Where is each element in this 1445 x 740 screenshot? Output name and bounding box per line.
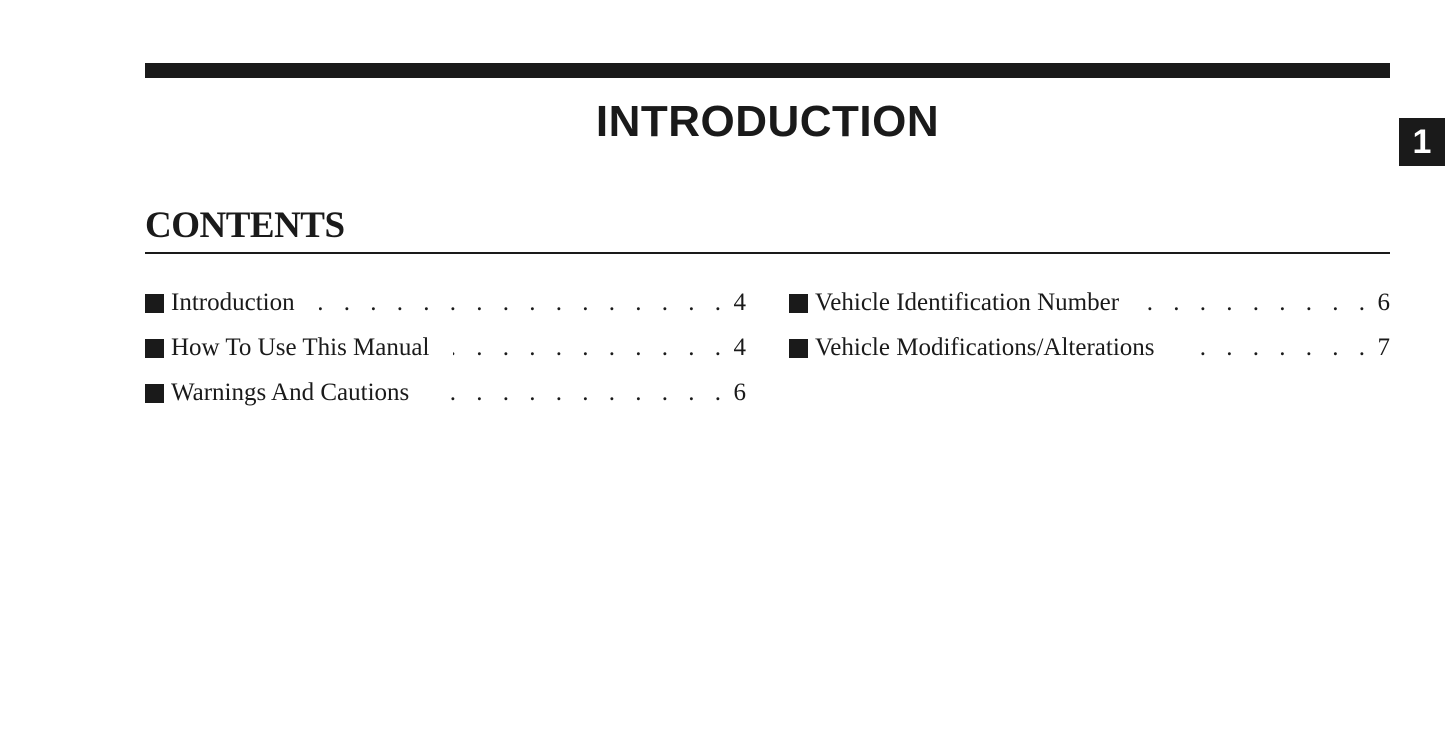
toc-entry-label: Vehicle Modifications/Alterations (815, 334, 1155, 361)
square-bullet-icon (789, 339, 808, 358)
toc-entry-label: Warnings And Cautions (171, 379, 410, 406)
toc-entry-vehicle-identification-number[interactable] (789, 283, 1390, 328)
chapter-tab: 1 (1399, 118, 1445, 166)
toc-entry-page: 6 (733, 379, 746, 406)
toc-entry-page: 4 (733, 334, 746, 361)
square-bullet-icon (145, 384, 164, 403)
square-bullet-icon (145, 339, 164, 358)
toc-entry-vehicle-modifications-alterations[interactable] (789, 328, 1390, 373)
dot-leader (319, 283, 732, 323)
top-rule (145, 63, 1390, 78)
toc-entry-label: Introduction (171, 289, 295, 316)
dot-leader (1179, 328, 1376, 368)
contents-heading: CONTENTS (145, 205, 345, 246)
toc-entry-warnings-and-cautions[interactable] (145, 373, 746, 418)
square-bullet-icon (789, 294, 808, 313)
dot-leader (433, 373, 732, 413)
toc-entry-page: 6 (1377, 289, 1390, 316)
toc-left-column (145, 283, 746, 418)
toc-entry-introduction[interactable] (145, 283, 746, 328)
toc-right-column (789, 283, 1390, 373)
toc-entry-page: 7 (1377, 334, 1390, 361)
dot-leader (453, 328, 732, 368)
chapter-title: INTRODUCTION (595, 97, 940, 146)
dot-leader (1143, 283, 1376, 323)
toc-entry-page: 4 (733, 289, 746, 316)
square-bullet-icon (145, 294, 164, 313)
toc-entry-how-to-use-this-manual[interactable] (145, 328, 746, 373)
toc-entry-label: Vehicle Identification Number (815, 289, 1120, 316)
contents-rule (145, 252, 1390, 254)
toc-entry-label: How To Use This Manual (171, 334, 430, 361)
